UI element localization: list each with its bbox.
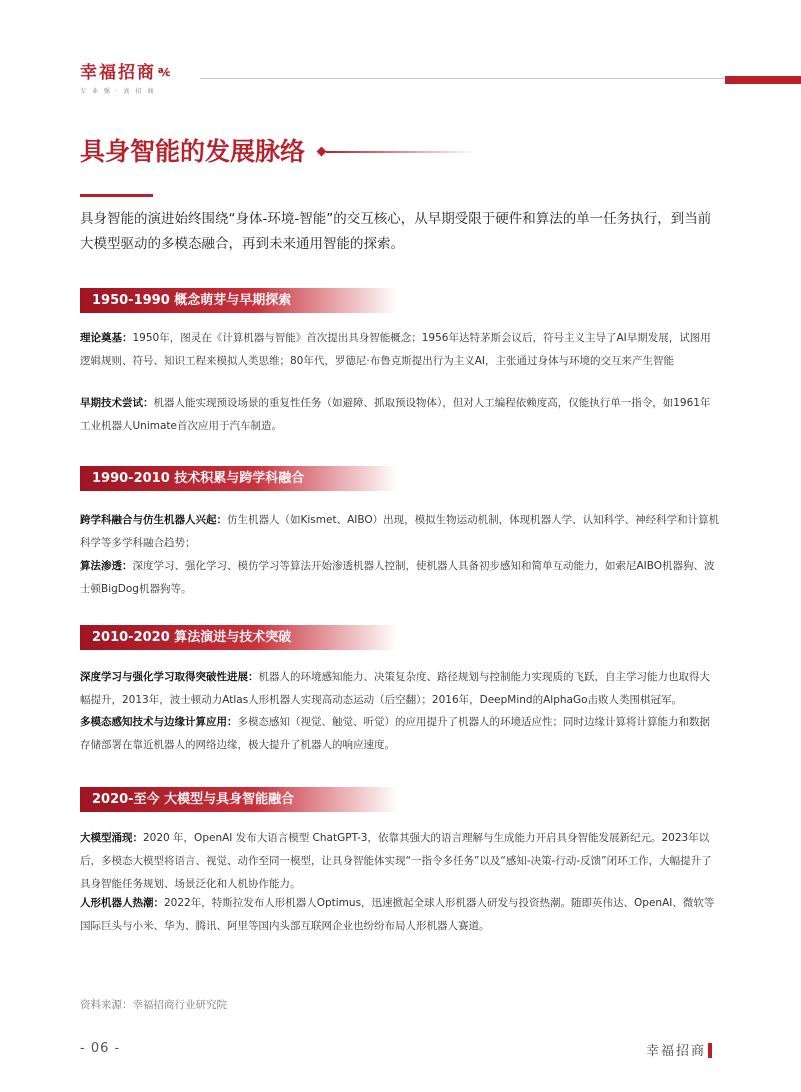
paragraph-text: 2022年，特斯拉发布人形机器人Optimus，迅速掀起全球人形机器人研发与投资热潮。随即英伟达、OpenAI、微软等国际巨头与小米、华为、腾讯、阿里等国内头部互联网企业也纷纷布局人形机器人赛道。: [80, 897, 715, 932]
title-diamond-ornament: [317, 147, 327, 157]
section-2020-paragraph-2: [80, 892, 720, 938]
brand-logo: [80, 63, 172, 97]
page-title: 具身智能的发展脉络: [80, 137, 306, 166]
section-2010-paragraph-1: [80, 666, 720, 712]
paragraph-label: 多模态感知技术与边缘计算应用：: [80, 716, 238, 728]
intro-paragraph: 具身智能的演进始终围绕“身体-环境-智能”的交互核心，从早期受限于硬件和算法的单一任务执行，到当前大模型驱动的多模态融合，再到未来通用智能的探索。: [80, 211, 712, 252]
logo-text: 幸福招商: [80, 63, 156, 83]
paragraph-label: 跨学科融合与仿生机器人兴起：: [80, 514, 227, 526]
paragraph-label: 理论奠基：: [80, 332, 133, 344]
section-1950-paragraph-1: [80, 327, 720, 373]
paragraph-label: 深度学习与强化学习取得突破性进展：: [80, 671, 259, 683]
paragraph-text: 机器人能实现预设场景的重复性任务（如避障、抓取预设物体），但对人工编程依赖度高，仅能执行单一指令，如1961年工业机器人Unimate首次应用于汽车制造。: [80, 397, 711, 432]
header-accent-bar: [725, 76, 801, 84]
paragraph-label: 大模型涌现：: [80, 832, 143, 844]
paragraph-text: 深度学习、强化学习、模仿学习等算法开始渗透机器人控制，使机器人具备初步感知和简单互动能力，如索尼AIBO机器狗、波士顿BigDog机器狗等。: [80, 560, 715, 595]
paragraph-text: 1950年，图灵在《计算机器与智能》首次提出具身智能概念；1956年达特茅斯会议后，符号主义主导了AI早期发展，试图用逻辑规则、符号、知识工程来模拟人类思维；80年代，罗德尼·布鲁克斯提出行为主义AI，主张通过身体与环境的交互来产生智能: [80, 332, 711, 367]
logo-mark: ℀: [158, 66, 173, 79]
section-heading-1990: 1990-2010 技术积累与跨学科融合: [80, 466, 398, 491]
title-underline: [80, 194, 153, 197]
footer-accent-bar: [708, 1043, 712, 1058]
paragraph-text: 机器人的环境感知能力、决策复杂度、路径规划与控制能力实现质的飞跃，自主学习能力也取得大幅提升，2013年，波士顿动力Atlas人形机器人实现高动态运动（后空翻）；2016年，DeepMind的AlphaGo击败人类围棋冠军。: [80, 671, 710, 706]
paragraph-label: 算法渗透：: [80, 560, 133, 572]
section-2010-paragraph-2: [80, 711, 720, 757]
paragraph-text: 多模态感知（视觉、触觉、听觉）的应用提升了机器人的环境适应性；同时边缘计算将计算能力和数据存储部署在靠近机器人的网络边缘，极大提升了机器人的响应速度。: [80, 716, 710, 751]
header-divider: [200, 78, 801, 79]
section-heading-2010: 2010-2020 算法演进与技术突破: [80, 625, 398, 650]
logo-tagline: 专 业 强 · 真 招 商: [80, 88, 156, 95]
section-heading-1950: 1950-1990 概念萌芽与早期探索: [80, 288, 398, 313]
paragraph-label: 人形机器人热潮：: [80, 897, 164, 909]
title-line-ornament: [326, 151, 476, 153]
paragraph-label: 早期技术尝试：: [80, 397, 154, 409]
paragraph-text: 2020 年，OpenAI 发布大语言模型 ChatGPT-3，依靠其强大的语言理解与生成能力开启具身智能发展新纪元。2023年以后，多模态大模型将语言、视觉、动作至同一模型，让具身智能体实现“一指令多任务”以及“感知-决策-行动-反馈”闭环工作，大幅提升了具身智能任务规划、场景泛化和人机协作能力。: [80, 832, 712, 890]
source-note: 资料来源：幸福招商行业研究院: [80, 999, 227, 1011]
section-2020-paragraph-1: [80, 827, 720, 896]
section-1950-paragraph-2: [80, 392, 720, 438]
page-number: - 06 -: [80, 1041, 121, 1056]
section-heading-2020: 2020-至今 大模型与具身智能融合: [80, 787, 398, 812]
footer-brand: 幸福招商: [646, 1044, 707, 1059]
section-1990-paragraph-1: [80, 509, 720, 555]
section-1990-paragraph-2: [80, 555, 720, 601]
paragraph-text: 仿生机器人（如Kismet、AIBO）出现，模拟生物运动机制，体现机器人学、认知科学、神经科学和计算机科学等多学科融合趋势；: [80, 514, 720, 549]
